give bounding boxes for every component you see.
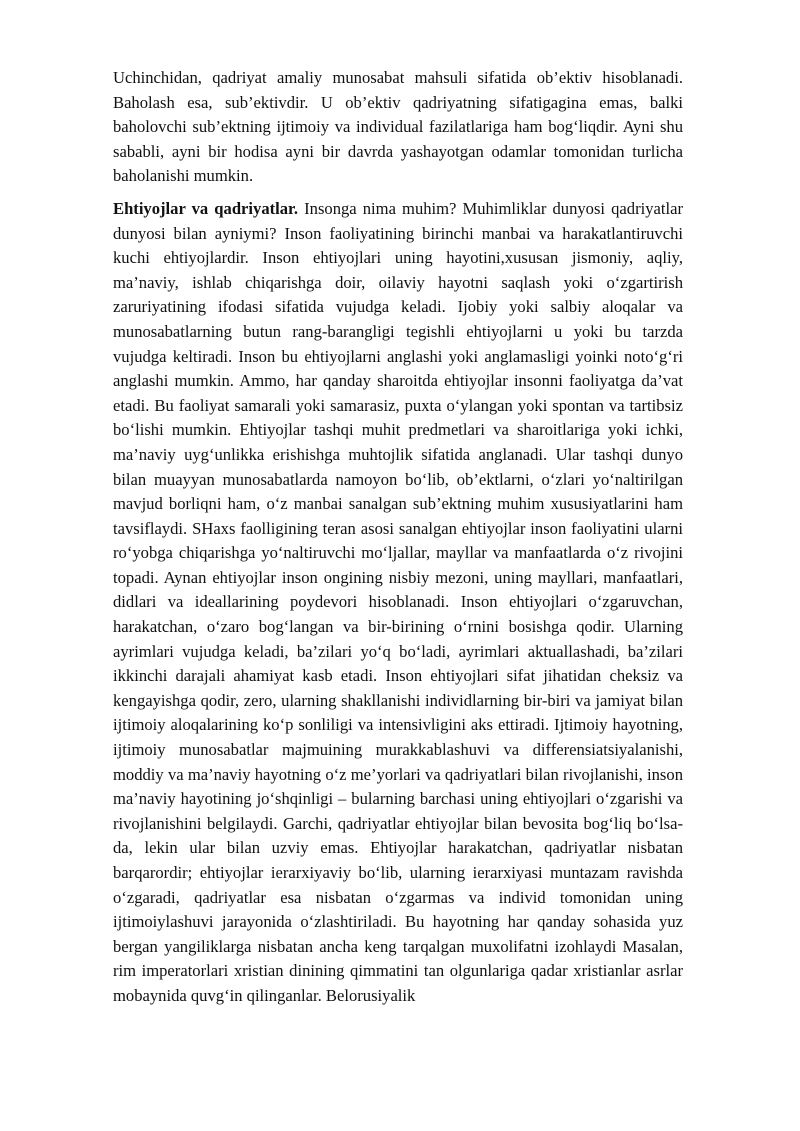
- paragraph-text: Uchinchidan, qadriyat amaliy munosabat mahsuli sifatida ob’ektiv hisoblanadi. Baholash esa, sub’ektivdir. U ob’ektiv qadriyatning sifatigagina emas, balki baholovchi sub’ektning ijtimoiy va individual fazilatlariga ham bog‘liqdir. Ayni shu sababli, ayni bir hodisa ayni bir davrda yashayotgan odamlar tomonidan turlicha baholanishi mumkin.: [113, 68, 683, 186]
- section-heading-inline: Ehtiyojlar va qadriyatlar.: [113, 198, 299, 218]
- paragraph-text: Insonga nima muhim? Muhimliklar dunyosi qadriyatlar dunyosi bilan ayniymi? Inson faoliyatining birinchi manbai va harakatlantiruvchi kuchi ehtiyojlardir. Inson ehtiyojlari uning hayotini,xususan jismoniy, aqliy, ma’naviy, ishlab chiqarishga doir, oilaviy hayotni saqlash yoki o‘zgartirish zaruriyatining ifodasi sifatida vujudga keladi. Ijobiy yoki salbiy aloqalar va munosabatlarning butun rang-barangligi tegishli ehtiyojlarni u yoki bu tarzda vujudga keltiradi. Inson bu ehtiyojlarni anglashi yoki anglamasligi yoinki noto‘g‘ri anglashi mumkin. Ammo, har qanday sharoitda ehtiyojlar insonni faoliyatga da’vat etadi. Bu faoliyat samarali yoki samarasiz, puxta o‘ylangan yoki spontan va tartibsiz bo‘lishi mumkin. Ehtiyojlar tashqi muhit predmetlari va sharoitlariga yoki ichki, ma’naviy uyg‘unlikka erishishga muhtojlik sifatida anglanadi. Ular tashqi dunyo bilan muayyan munosabatlarda namoyon bo‘lib, ob’ektlarni, o‘zlari yo‘naltirilgan mavjud borliqni ham, o‘z manbai sanalgan sub’ektning muhim xususiyatlarini ham tavsiflaydi. SHaxs faolligining teran asosi sanalgan ehtiyojlar inson faoliyatini ularni ro‘yobga chiqarishga yo‘naltiruvchi mo‘ljallar, mayllar va manfaatlarda o‘z rivojini topadi. Aynan ehtiyojlar inson ongining nisbiy mezoni, uning mayllari, manfaatlari, didlari va ideallarining poydevori hisoblanadi. Inson ehtiyojlari o‘zgaruvchan, harakatchan, o‘zaro bog‘langan va bir-birining o‘rnini bosishga qodir. Ularning ayrimlari vujudga keladi, ba’zilari yo‘q bo‘ladi, ayrimlari aktuallashadi, ba’zilari ikkinchi darajali ahamiyat kasb etadi. Inson ehtiyojlari sifat jihatidan cheksiz va kengayishga qodir, zero, ularning shakllanishi individlarning bir-biri va jamiyat bilan ijtimoiy aloqalarining ko‘p sonliligi va intensivligini aks ettiradi. Ijtimoiy hayotning, ijtimoiy munosabatlar majmuining murakkablashuvi va differensiatsiyalanishi, moddiy va ma’naviy hayotning o‘z me’yorlari va qadriyatlari bilan rivojlanishi, inson ma’naviy hayotining jo‘shqinligi – bularning barchasi uning ehtiyojlari o‘zgarishi va rivojlanishini belgilaydi. Garchi, qadriyatlar ehtiyojlar bilan bevosita bog‘liq bo‘lsa-da, lekin ular bilan uzviy emas. Ehtiyojlar harakatchan, qadriyatlar nisbatan barqarordir; ehtiyojlar ierarxiyaviy bo‘lib, ularning ierarxiyasi muntazam ravishda o‘zgaradi, qadriyatlar esa nisbatan o‘zgarmas va individ tomonidan uning ijtimoiylashuvi jarayonida o‘zlashtiriladi. Bu hayotning har qanday sohasida yuz bergan yangiliklarga nisbatan ancha keng tarqalgan muxolifatni izohlaydi Masalan, rim imperatorlari xristian dinining qimmatini tan olgunlariga qadar xristianlar asrlar mobaynida quvg‘in qilinganlar. Belorusiyalik: [113, 198, 683, 1005]
- paragraph-needs-and-values: [113, 197, 683, 1009]
- paragraph-third-point: [113, 66, 683, 189]
- document-page: [113, 66, 683, 1009]
